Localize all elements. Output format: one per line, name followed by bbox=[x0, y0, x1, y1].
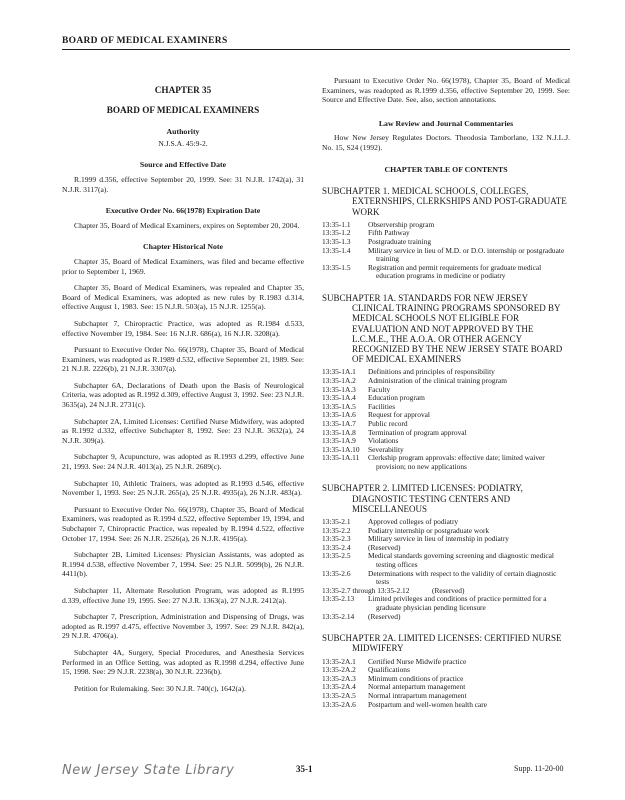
section-number: 13:35-1A.3 bbox=[322, 384, 356, 394]
section-number: 13:35-1A.9 bbox=[322, 436, 356, 446]
subchapter-title: SUBCHAPTER 2A. LIMITED LICENSES: CERTIFIED NURSE MIDWIFERY bbox=[322, 633, 562, 654]
section-number: 13:35-1A.2 bbox=[322, 375, 356, 385]
history-paragraph: Subchapter 4A, Surgery, Special Procedures, and Anesthesia Services Performed in an Office Setting, was adopted as R.1998 d.294, effective June 15, 1998. See: 29 N.J.R. 2238(a), 30 N.J.R. 2236(b). bbox=[62, 647, 304, 677]
section-entry bbox=[322, 247, 570, 264]
section-number: 13:35-2A.1 bbox=[322, 656, 356, 666]
section-title: Normal antepartum management bbox=[368, 682, 466, 692]
section-title: Approved colleges of podiatry bbox=[368, 517, 459, 527]
section-number: 13:35-1.2 bbox=[322, 228, 351, 238]
section-number: 13:35-2.3 bbox=[322, 534, 351, 544]
expiration-text: Chapter 35, Board of Medical Examiners, expires on September 20, 2004. bbox=[74, 220, 300, 230]
section-title: Military service in lieu of internship in podiatry bbox=[368, 534, 510, 544]
history-paragraph: Subchapter 6A, Declarations of Death upon the Basis of Neurological Criteria, was adopted as R.1992 d.309, effective August 3, 1992. See: 23 N.J.R. 3635(a), 24 N.J.R. 2731(c). bbox=[62, 380, 304, 410]
section-title: Violations bbox=[368, 436, 399, 446]
section-title: Certified Nurse Midwife practice bbox=[368, 656, 467, 666]
section-number: 13:35-2A.2 bbox=[322, 665, 356, 675]
right-column bbox=[322, 76, 570, 709]
section-number: 13:35-1A.4 bbox=[322, 393, 356, 403]
section-number: 13:35-2A.3 bbox=[322, 673, 356, 683]
law-review-heading: Law Review and Journal Commentaries bbox=[378, 118, 514, 128]
readoption-note: Pursuant to Executive Order No. 66(1978), Chapter 35, Board of Medical Examiners, was readopted as R.1999 d.356, effective September 20, 1999. See: Source and Effective Date. See, also, section annotations. bbox=[322, 76, 570, 105]
subchapter-title: SUBCHAPTER 1. MEDICAL SCHOOLS, COLLEGES, EXTERNSHIPS, CLERKSHIPS AND POST-GRADUATE WORK bbox=[322, 186, 567, 217]
section-number: 13:35-2.14 bbox=[322, 611, 355, 621]
history-paragraph: Subchapter 11, Alternate Resolution Program, was adopted as R.1995 d.339, effective June 19, 1995. See: 27 N.J.R. 1363(a), 27 N.J.R. 2412(a). bbox=[62, 585, 304, 605]
chapter-title: BOARD OF MEDICAL EXAMINERS bbox=[106, 104, 260, 115]
section-title: Minimum conditions of practice bbox=[368, 673, 464, 683]
section-number: 13:35-2.1 bbox=[322, 517, 351, 527]
section-title: Determinations with respect to the validity of certain diagnostic tests bbox=[368, 568, 557, 587]
history-heading: Chapter Historical Note bbox=[143, 242, 223, 252]
section-entry bbox=[322, 535, 570, 544]
section-number: 13:35-2.6 bbox=[322, 568, 351, 578]
section-entry bbox=[322, 386, 570, 395]
toc-heading: CHAPTER TABLE OF CONTENTS bbox=[384, 164, 508, 174]
section-title: Faculty bbox=[368, 384, 391, 394]
section-list bbox=[322, 658, 570, 710]
section-title: (Reserved) bbox=[368, 611, 401, 621]
table-of-contents bbox=[322, 186, 570, 709]
section-title: Normal intrapartum management bbox=[368, 690, 467, 700]
expiration-heading: Executive Order No. 66(1978) Expiration Date bbox=[105, 206, 261, 216]
section-title: (Reserved) bbox=[432, 585, 465, 595]
section-title: (Reserved) bbox=[368, 542, 401, 552]
authority-text: N.J.S.A. 45:9-2. bbox=[158, 138, 208, 148]
history-notes bbox=[62, 257, 304, 693]
section-number: 13:35-2A.4 bbox=[322, 682, 356, 692]
section-title: Severability bbox=[368, 444, 404, 454]
section-number: 13:35-2.5 bbox=[322, 551, 351, 561]
library-watermark: New Jersey State Library bbox=[62, 763, 235, 778]
section-entry bbox=[322, 429, 570, 438]
section-entry bbox=[322, 658, 570, 667]
section-number: 13:35-2.4 bbox=[322, 542, 351, 552]
section-number: 13:35-1.5 bbox=[322, 262, 351, 272]
history-paragraph: Petition for Rulemaking. See: 30 N.J.R. 740(c), 1642(a). bbox=[74, 683, 246, 693]
section-entry bbox=[322, 613, 570, 622]
supplement-date: Supp. 11-20-00 bbox=[514, 764, 564, 773]
section-entry bbox=[322, 595, 570, 612]
section-title: Facilities bbox=[368, 401, 396, 411]
section-title: Clerkship program approvals: effective date; limited waiver provision; no new applications bbox=[368, 453, 545, 471]
history-paragraph: Subchapter 2B, Limited Licenses: Physician Assistants, was adopted as R.1994 d.538, effective November 7, 1994. See: 25 N.J.R. 5099(b), 26 N.J.R. 4411(b). bbox=[62, 550, 304, 579]
section-title: Education program bbox=[368, 393, 425, 403]
section-title: Observership program bbox=[368, 219, 435, 229]
section-entry bbox=[322, 454, 570, 471]
section-number: 13:35-1.4 bbox=[322, 245, 351, 255]
section-title: Limited privileges and conditions of practice permitted for a graduate physician pending licensure bbox=[368, 594, 547, 613]
section-title: Military service in lieu of M.D. or D.O. internship or postgraduate training bbox=[368, 245, 565, 264]
section-entry bbox=[322, 701, 570, 710]
history-paragraph: Subchapter 7, Chiropractic Practice, was adopted as R.1984 d.533, effective November 19, 1984. See: 16 N.J.R. 686(a), 16 N.J.R. 3208(a). bbox=[62, 318, 304, 338]
section-title: Postgraduate training bbox=[368, 236, 432, 246]
section-number: 13:35-2A.5 bbox=[322, 690, 356, 700]
section-title: Postpartum and well-women health care bbox=[368, 699, 488, 709]
section-title: Fifth Pathway bbox=[368, 228, 410, 238]
section-title: Public record bbox=[368, 418, 408, 428]
history-paragraph: Pursuant to Executive Order No. 66(1978), Chapter 35, Board of Medical Examiners, was readopted as R.1989 d.532, effective September 21, 1989. See: 21 N.J.R. 2226(b), 21 N.J.R. 3307(a). bbox=[62, 345, 304, 374]
section-number: 13:35-2.2 bbox=[322, 525, 351, 535]
section-number: 13:35-1.3 bbox=[322, 236, 351, 246]
page-number: 35-1 bbox=[296, 764, 313, 774]
section-list bbox=[322, 221, 570, 281]
section-number: 13:35-1A.10 bbox=[322, 444, 360, 454]
section-title: Definitions and principles of responsibility bbox=[368, 367, 495, 377]
section-entry bbox=[322, 229, 570, 238]
section-entry bbox=[322, 411, 570, 420]
section-number: 13:35-2.7 through 13:35-2.12 bbox=[322, 585, 410, 595]
running-head: BOARD OF MEDICAL EXAMINERS bbox=[62, 36, 570, 50]
law-review-text: How New Jersey Regulates Doctors. Theodosia Tamborlane, 132 N.J.L.J. No. 15, S24 (1992). bbox=[322, 133, 570, 152]
history-paragraph: Pursuant to Executive Order No. 66(1978), Chapter 35, Board of Medical Examiners, was readopted as R.1994 d.522, effective September 19, 1994, and Subchapter 7, Chiropractic Practice, was repealed by R.1994 d.522, effective October 17, 1994. See: 26 N.J.R. 2526(a), 26 N.J.R. 4195(a). bbox=[62, 504, 304, 543]
history-paragraph: Subchapter 10, Athletic Trainers, was adopted as R.1993 d.546, effective November 1, 1993. See: 25 N.J.R. 265(a), 25 N.J.R. 4935(a), 26 N.J.R. 483(a). bbox=[62, 478, 304, 498]
section-title: Registration and permit requirements for graduate medical education programs in medicine or podiatry bbox=[368, 262, 542, 281]
history-paragraph: Subchapter 2A, Limited Licenses: Certified Nurse Midwifery, was adopted as R.1992 d.332, effective Subchapter 8, 1992. See: 23 N.J.R. 3632(a), 24 N.J.R. 309(a). bbox=[62, 416, 304, 445]
section-title: Termination of program approval bbox=[368, 427, 467, 437]
section-entry bbox=[322, 264, 570, 281]
source-heading: Source and Effective Date bbox=[139, 160, 227, 170]
section-number: 13:35-1A.6 bbox=[322, 410, 356, 420]
section-entry bbox=[322, 221, 570, 230]
history-paragraph: Subchapter 7, Prescription, Administration and Dispensing of Drugs, was adopted as R.1997 d.475, effective November 3, 1997. See: 29 N.J.R. 842(a), 29 N.J.R. 4706(a). bbox=[62, 612, 304, 641]
history-paragraph: Subchapter 9, Acupuncture, was adopted as R.1993 d.299, effective June 21, 1993. See: 24 N.J.R. 4013(a), 25 N.J.R. 2689(c). bbox=[62, 452, 304, 472]
section-title: Administration of the clinical training program bbox=[368, 375, 507, 385]
section-title: Request for approval bbox=[368, 410, 430, 420]
section-entry bbox=[322, 403, 570, 412]
section-number: 13:35-1A.8 bbox=[322, 427, 356, 437]
section-entry bbox=[322, 570, 570, 587]
section-number: 13:35-1.1 bbox=[322, 219, 351, 229]
section-list bbox=[322, 518, 570, 621]
section-list bbox=[322, 368, 570, 471]
section-entry bbox=[322, 377, 570, 386]
source-text: R.1999 d.356, effective September 20, 1999. See: 31 N.J.R. 1742(a), 31 N.J.R. 3117(a). bbox=[62, 174, 304, 194]
subchapter-title: SUBCHAPTER 1A. STANDARDS FOR NEW JERSEY CLINICAL TRAINING PROGRAMS SPONSORED BY MEDICAL SCHOOLS NOT ELIGIBLE FOR EVALUATION AND NOT APPROVED BY THE L.C.M.E., THE A.O.A. OR OTHER AGENCY RECOGNIZED BY THE NEW JERSEY STATE BOARD OF MEDICAL EXAMINERS bbox=[322, 292, 563, 365]
section-entry bbox=[322, 552, 570, 569]
left-column bbox=[62, 76, 304, 693]
section-number: 13:35-1A.5 bbox=[322, 401, 356, 411]
history-paragraph: Chapter 35, Board of Medical Examiners, was repealed and Chapter 35, Board of Medical Examiners, was adopted as new rules by R.1983 d.314, effective August 1, 1983. See: 15 N.J.R. 503(a), 15 N.J.R. 1255(a). bbox=[62, 283, 304, 312]
section-number: 13:35-1A.7 bbox=[322, 418, 356, 428]
section-title: Medical standards governing screening and diagnostic medical testing offices bbox=[368, 551, 554, 570]
section-number: 13:35-2A.6 bbox=[322, 699, 356, 709]
section-number: 13:35-1A.1 bbox=[322, 367, 356, 377]
section-title: Podiatry internship or postgraduate work bbox=[368, 525, 490, 535]
subchapter-title: SUBCHAPTER 2. LIMITED LICENSES: PODIATRY, DIAGNOSTIC TESTING CENTERS AND MISCELLANEOUS bbox=[322, 483, 523, 514]
chapter-number: CHAPTER 35 bbox=[154, 85, 212, 95]
section-number: 13:35-2.13 bbox=[322, 594, 355, 604]
history-paragraph: Chapter 35, Board of Medical Examiners, was filed and became effective prior to September 1, 1969. bbox=[62, 256, 304, 276]
section-entry bbox=[322, 394, 570, 403]
section-title: Qualifications bbox=[368, 665, 410, 675]
authority-heading: Authority bbox=[166, 127, 200, 137]
section-number: 13:35-1A.11 bbox=[322, 453, 360, 463]
